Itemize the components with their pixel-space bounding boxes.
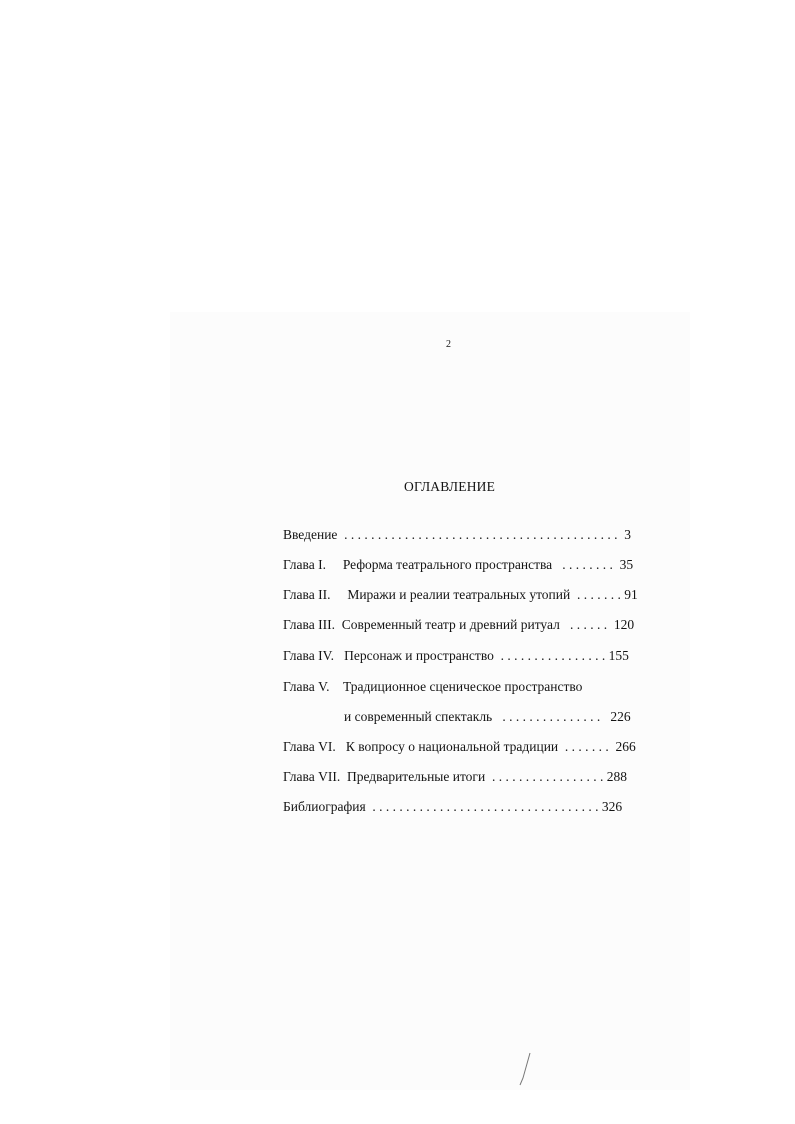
pen-mark <box>518 1052 532 1086</box>
toc-title: ОГЛАВЛЕНИЕ <box>404 479 496 494</box>
toc-entry-chapter-3: Глава III. Современный театр и древний ритуал . . . . . . 120 <box>283 617 635 632</box>
toc-entry-chapter-2: Глава II. Миражи и реалии театральных утопий . . . . . . . 91 <box>283 587 638 602</box>
toc-entry-bibliography: Библиография . . . . . . . . . . . . . . . . . . . . . . . . . . . . . . . . . . 326 <box>283 799 623 814</box>
toc-entry-chapter-1: Глава I. Реформа театрального пространства . . . . . . . . 35 <box>283 557 634 572</box>
scanned-page <box>170 312 690 1090</box>
page-number: 2 <box>446 339 451 350</box>
toc-entry-chapter-5-continued: и современный спектакль . . . . . . . . . . . . . . . 226 <box>344 709 631 724</box>
toc-entry-chapter-4: Глава IV. Персонаж и пространство . . . . . . . . . . . . . . . . 155 <box>283 648 629 663</box>
toc-entry-chapter-5: Глава V. Традиционное сценическое пространство <box>283 679 583 694</box>
toc-entry-chapter-6: Глава VI. К вопросу о национальной традиции . . . . . . . 266 <box>283 739 636 754</box>
toc-entry-chapter-7: Глава VII. Предварительные итоги . . . . . . . . . . . . . . . . . 288 <box>283 769 627 784</box>
toc-entry-introduction: Введение . . . . . . . . . . . . . . . . . . . . . . . . . . . . . . . . . . . . . . . . . 3 <box>283 527 632 542</box>
